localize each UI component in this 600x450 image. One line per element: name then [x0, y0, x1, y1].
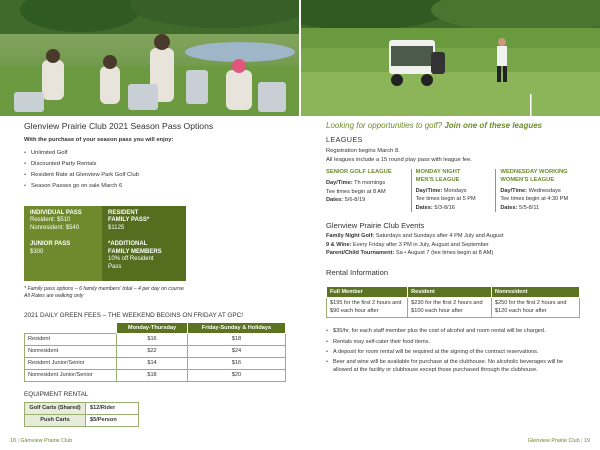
list-item: • Rentals may self-cater their food items. [326, 338, 580, 346]
table-row [25, 333, 286, 345]
table-cell: $16 [117, 333, 188, 345]
table-cell: $5/Person [86, 414, 139, 426]
footer-name: Glenview Prairie Club [20, 438, 73, 444]
list-item: • A deposit for room rental will be required at the signing of the contract reservations. [326, 348, 580, 356]
league-title: MEN'S LEAGUE [415, 177, 460, 184]
registration-text: Registration begins March 8. [326, 148, 400, 154]
pass-price: $1125 [108, 224, 125, 231]
table-header-cell: Monday-Thursday [117, 322, 188, 333]
table-header-row [327, 287, 580, 298]
league-label: Day/Time: [326, 180, 353, 187]
league-senior [326, 169, 411, 212]
season-pass-intro: With the purchase of your season pass you will enjoy: [24, 137, 174, 143]
league-value: 5/3-8/16 [434, 204, 455, 211]
list-item: • Beer and wine will be available for purchase at the clubhouse. No alcoholic beverages will be allowed at the facility or clubhouse except those purchased through the clubhouse. [326, 358, 580, 374]
pass-name: INDIVIDUAL PASS [30, 209, 82, 216]
pass-price: Pass [108, 263, 122, 270]
league-value: 5/5-8/11 [519, 204, 540, 211]
table-cell: $22 [117, 345, 188, 357]
pass-column-family [102, 206, 186, 282]
league-value: 5/6-8/19 [344, 196, 366, 203]
right-page [326, 121, 580, 376]
table-cell: $18 [117, 369, 188, 381]
green-fees-table [24, 322, 286, 382]
list-item: • $35/hr. for each staff member plus the cost of alcohol and room rental will be charged. [326, 327, 580, 335]
pass-name: *ADDITIONAL [108, 241, 148, 248]
benefit-item: • Resident Rate at Glenview Park Golf Club [24, 170, 286, 181]
pass-name: FAMILY MEMBERS [108, 248, 162, 255]
footer-separator: | [581, 438, 583, 444]
golf-course-photo [301, 0, 600, 116]
league-label: Dates: [326, 196, 344, 203]
table-cell: Resident [25, 333, 117, 345]
pass-name: JUNIOR PASS [30, 241, 71, 248]
event-item [326, 232, 580, 240]
table-cell: Nonresident [25, 345, 117, 357]
league-label: Dates: [415, 204, 433, 211]
benefits-list [24, 148, 286, 192]
league-value: Mondays [443, 188, 467, 194]
rental-table [326, 286, 580, 318]
leagues-heading [326, 121, 580, 130]
table-cell: $250 for the first 2 hours and $120 each hour after [491, 298, 579, 318]
table-header-cell: Friday-Sunday & Holidays [187, 322, 285, 333]
pass-price: Nonresident: $540 [30, 224, 80, 231]
league-title: WOMEN'S LEAGUE [500, 177, 555, 184]
event-detail: Saturdays and Sundays after 4 PM July and August [375, 233, 504, 240]
benefit-item: • Unlimited Golf [24, 148, 286, 159]
heading-part: Looking for opportunities to golf? [326, 121, 443, 130]
league-label: Day/Time: [500, 188, 527, 194]
table-cell: $12/Rider [86, 402, 139, 414]
left-page [24, 121, 286, 427]
table-row [25, 357, 286, 369]
green-fees-title: 2021 DAILY GREEN FEES – THE WEEKEND BEGINS ON FRIDAY AT GPC! [24, 311, 244, 319]
event-item [326, 241, 580, 249]
page-number: 18 [10, 438, 16, 444]
table-cell: $195 for the first 2 hours and $90 each hour after [327, 298, 408, 318]
table-row [25, 369, 286, 381]
pass-price-box [24, 206, 186, 282]
league-wednesday-women [495, 169, 580, 212]
table-row [327, 298, 580, 318]
league-title: SENIOR GOLF LEAGUE [326, 169, 392, 176]
pass-price: Resident: $510 [30, 217, 71, 224]
footer-name: Glenview Prairie Club [527, 438, 580, 444]
equipment-rental-table [24, 402, 139, 427]
pass-price: $300 [30, 248, 44, 255]
table-row [25, 402, 139, 414]
league-value: Tee times begin at 8 AM [326, 188, 386, 195]
table-header-cell: Nonresident [491, 287, 579, 298]
table-cell: $24 [187, 345, 285, 357]
page-number: 19 [584, 438, 590, 444]
league-value: Th mornings [354, 180, 386, 187]
event-item [326, 249, 580, 257]
table-cell: $230 for the first 2 hours and $100 each hour after [408, 298, 492, 318]
equipment-rental-title: EQUIPMENT RENTAL [24, 390, 89, 398]
league-title: WEDNESDAY WORKING [500, 169, 568, 176]
benefit-item: • Discounted Party Rentals [24, 159, 286, 170]
table-cell: $16 [187, 357, 285, 369]
table-cell: $20 [187, 369, 285, 381]
rental-notes [326, 327, 580, 374]
pass-column-individual [24, 206, 102, 282]
table-header-row [25, 322, 286, 333]
pass-price: 10% off Resident [108, 256, 154, 263]
table-cell: $18 [187, 333, 285, 345]
pass-footnote [24, 286, 286, 301]
footnote-line: All Rates are walking only [24, 293, 84, 300]
event-name: 9 & Wine: [326, 241, 352, 248]
table-cell: $14 [117, 357, 188, 369]
leagues-title: LEAGUES [326, 135, 363, 144]
league-title: MONDAY NIGHT [415, 169, 461, 176]
footer-right [528, 438, 590, 444]
league-value: Tee times begin at 4:30 PM [500, 196, 569, 203]
league-label: Day/Time: [415, 188, 443, 194]
table-header-cell [25, 322, 117, 333]
heading-part: Join one of these leagues [444, 121, 543, 130]
events-title: Glenview Prairie Club Events [326, 221, 425, 231]
pass-name: RESIDENT [108, 209, 139, 216]
league-label: Dates: [500, 204, 518, 211]
table-row [25, 414, 139, 426]
table-header-cell: Resident [408, 287, 492, 298]
footer-left [10, 438, 72, 444]
pass-name: FAMILY PASS* [108, 217, 150, 224]
benefit-item: • Season Passes go on sale March 6 [24, 181, 286, 192]
event-name: Family Night Golf: [326, 233, 375, 240]
league-value: Wednesdays [528, 188, 561, 194]
golfers-photo [0, 0, 299, 116]
footnote-line: * Family pass options – 6 family members' total – 4 per day on course [24, 286, 184, 293]
event-detail: Every Friday after 3 PM in July, August and September [353, 241, 489, 248]
event-detail: Sa • August 7 (tee times begin at 8 AM) [395, 249, 494, 256]
league-include-text: All leagues include a 15 round play pass with league fee. [326, 156, 472, 163]
rental-info-title: Rental Information [326, 268, 389, 278]
table-cell: Push Carts [25, 414, 86, 426]
footer-separator: | [17, 438, 19, 444]
season-pass-title: Glenview Prairie Club 2021 Season Pass Options [24, 121, 214, 131]
table-cell: Golf Carts (Shared) [25, 402, 86, 414]
event-name: Parent/Child Tournament: [326, 249, 395, 256]
league-monday-men [411, 169, 496, 212]
events-list [326, 232, 580, 257]
table-row [25, 345, 286, 357]
table-header-cell: Full Member [327, 287, 408, 298]
table-cell: Resident Junior/Senior [25, 357, 117, 369]
table-cell: Nonresident Junior/Senior [25, 369, 117, 381]
league-columns [326, 169, 580, 212]
league-value: Tee times begin at 5 PM [415, 196, 476, 203]
